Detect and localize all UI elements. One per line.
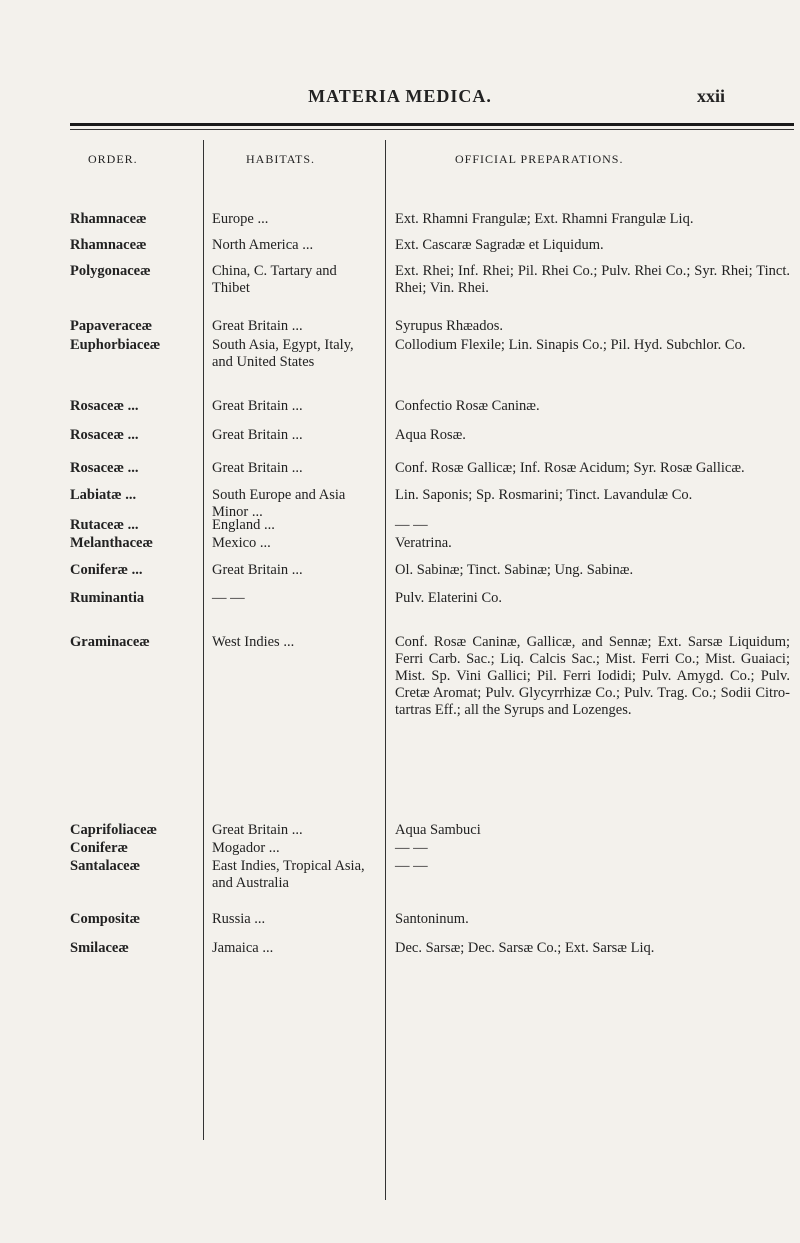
- habitat-cell: — —: [212, 590, 245, 606]
- header-rule-thick: [70, 123, 794, 126]
- order-cell: Graminaceæ: [70, 634, 150, 650]
- habitat-cell: Great Britain ...: [212, 822, 303, 838]
- habitat-cell: North America ...: [212, 237, 314, 253]
- order-cell: Smilaceæ: [70, 940, 129, 956]
- preparation-cell: Dec. Sarsæ; Dec. Sarsæ Co.; Ext. Sarsæ Liq.: [395, 940, 655, 956]
- order-cell: Melanthaceæ: [70, 535, 153, 551]
- habitat-cell: Great Britain ...: [212, 427, 303, 443]
- preparation-cell: Ext. Rhei; Inf. Rhei; Pil. Rhei Co.; Pulv. Rhei Co.; Syr. Rhei; Tinct. Rhei; Vin. Rhei.: [395, 263, 790, 296]
- order-cell: Coniferæ: [70, 840, 128, 856]
- habitat-cell: Great Britain ...: [212, 318, 303, 334]
- order-cell: Euphorbiaceæ: [70, 337, 161, 353]
- order-cell: Rhamnaceæ: [70, 211, 147, 227]
- preparation-cell: — —: [395, 517, 428, 533]
- habitat-cell: East Indies, Tropical Asia, and Australia: [212, 858, 365, 891]
- order-cell: Papaveraceæ: [70, 318, 153, 334]
- habitat-cell: Jamaica ...: [212, 940, 274, 956]
- column-head-habitats: HABITATS.: [246, 152, 316, 166]
- preparation-cell: Pulv. Elaterini Co.: [395, 590, 502, 606]
- habitat-cell: England ...: [212, 517, 275, 533]
- habitat-cell: Great Britain ...: [212, 562, 303, 578]
- order-cell: Rutaceæ ...: [70, 517, 139, 533]
- preparation-cell: Lin. Saponis; Sp. Rosmarini; Tinct. Lavandulæ Co.: [395, 487, 693, 503]
- preparation-cell: Ext. Cascaræ Sagradæ et Liquidum.: [395, 237, 604, 253]
- habitat-cell: Mexico ...: [212, 535, 271, 551]
- order-cell: Rosaceæ ...: [70, 398, 139, 414]
- column-head-order: ORDER.: [88, 152, 138, 166]
- habitat-cell: South Europe and Asia Minor ...: [212, 487, 346, 520]
- order-cell: Rosaceæ ...: [70, 460, 139, 476]
- order-cell: Labiatæ ...: [70, 487, 137, 503]
- page-number: xxii: [696, 86, 725, 106]
- preparation-cell: Ol. Sabinæ; Tinct. Sabinæ; Ung. Sabinæ.: [395, 562, 634, 578]
- preparation-cell: Aqua Sambuci: [395, 822, 481, 838]
- preparation-cell: Santoninum.: [395, 911, 469, 927]
- preparation-cell: Veratrina.: [395, 535, 452, 551]
- habitat-cell: West Indies ...: [212, 634, 295, 650]
- habitat-cell: Mogador ...: [212, 840, 280, 856]
- header-rule-thin: [70, 129, 794, 130]
- preparation-cell: Conf. Rosæ Gallicæ; Inf. Rosæ Acidum; Syr. Rosæ Gallicæ.: [395, 460, 745, 476]
- preparation-cell: Aqua Rosæ.: [395, 427, 466, 443]
- preparation-cell: Ext. Rhamni Frangulæ; Ext. Rhamni Frangulæ Liq.: [395, 211, 694, 227]
- habitat-cell: Russia ...: [212, 911, 266, 927]
- page-header: [0, 86, 800, 116]
- order-cell: Compositæ: [70, 911, 141, 927]
- order-cell: Rosaceæ ...: [70, 427, 139, 443]
- preparation-cell: Confectio Rosæ Caninæ.: [395, 398, 540, 414]
- preparation-cell: Collodium Flexile; Lin. Sinapis Co.; Pil. Hyd. Subchlor. Co.: [395, 337, 746, 353]
- habitat-cell: South Asia, Egypt, Italy, and United States: [212, 337, 354, 370]
- habitat-cell: Europe ...: [212, 211, 269, 227]
- habitat-cell: Great Britain ...: [212, 460, 303, 476]
- order-cell: Rhamnaceæ: [70, 237, 147, 253]
- order-cell: Ruminantia: [70, 590, 145, 606]
- column-divider-1: [203, 140, 204, 1140]
- preparation-cell: Conf. Rosæ Caninæ, Gallicæ, and Sennæ; Ext. Sarsæ Liquidum; Ferri Carb. Sac.; Liq. Calcis Sac.; Mist. Ferri Co.; Mist. Guaiaci; Mist. Sp. Vini Gallici; Pil. Ferri Iodidi; Pulv. Amygd. Co.; Pulv. Cretæ Aromat; Pulv. Glycyrrhizæ Co.; Pulv. Trag. Co.; Sodii Citro-tartras Eff.; all the Syrups and Lozenges.: [395, 634, 790, 718]
- habitat-cell: Great Britain ...: [212, 398, 303, 414]
- preparation-cell: — —: [395, 858, 428, 874]
- column-divider-2: [385, 140, 386, 1200]
- order-cell: Santalaceæ: [70, 858, 141, 874]
- order-cell: Coniferæ ...: [70, 562, 143, 578]
- preparation-cell: — —: [395, 840, 428, 856]
- order-cell: Polygonaceæ: [70, 263, 151, 279]
- running-title: MATERIA MEDICA.: [308, 86, 492, 106]
- preparation-cell: Syrupus Rhæados.: [395, 318, 503, 334]
- order-cell: Caprifoliaceæ: [70, 822, 157, 838]
- column-head-preparations: OFFICIAL PREPARATIONS.: [455, 152, 624, 166]
- habitat-cell: China, C. Tartary and Thibet: [212, 263, 337, 296]
